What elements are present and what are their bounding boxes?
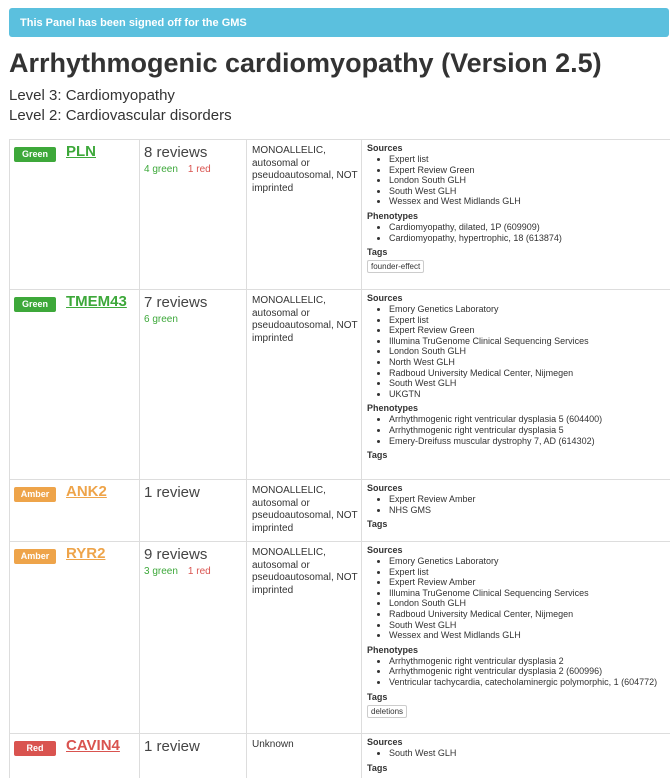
source-item: • NHS GMS <box>389 505 667 516</box>
column-divider <box>246 140 247 289</box>
source-item: • Emory Genetics Laboratory <box>389 556 667 567</box>
mode-of-inheritance: Unknown <box>252 739 294 750</box>
sources-list <box>367 748 667 759</box>
tags-heading: Tags <box>367 519 388 530</box>
column-divider <box>361 140 362 289</box>
source-item: • Wessex and West Midlands GLH <box>389 630 667 641</box>
phenotypes-list <box>367 656 667 688</box>
level-3-heading: Level 3: Cardiomyopathy <box>9 87 175 104</box>
gene-row <box>9 733 670 778</box>
source-item: • Expert Review Green <box>389 165 667 176</box>
rating-badge: Red <box>14 741 56 756</box>
column-divider <box>9 734 10 778</box>
phenotype-item: • Emery-Dreifuss muscular dystrophy 7, AD (614302) <box>389 436 667 447</box>
gene-row <box>9 289 670 479</box>
source-item: • Illumina TruGenome Clinical Sequencing Services <box>389 336 667 347</box>
gene-symbol-link[interactable]: CAVIN4 <box>66 737 120 754</box>
review-count: 1 review <box>144 484 200 501</box>
sources-heading: Sources <box>367 483 403 493</box>
page-title: Arrhythmogenic cardiomyopathy (Version 2.5) <box>9 48 602 78</box>
gene-details <box>367 737 667 774</box>
mode-of-inheritance: MONOALLELIC, autosomal or pseudoautosomal, NOT imprinted <box>252 485 358 534</box>
source-item: • Radboud University Medical Center, Nijmegen <box>389 609 667 620</box>
gene-symbol-link[interactable]: RYR2 <box>66 545 106 562</box>
sources-list <box>367 304 667 399</box>
gene-symbol-link[interactable]: ANK2 <box>66 483 107 500</box>
source-item: • London South GLH <box>389 175 667 186</box>
gene-row <box>9 541 670 733</box>
column-divider <box>139 542 140 733</box>
review-count: 7 reviews <box>144 294 208 311</box>
phenotypes-heading: Phenotypes <box>367 644 419 655</box>
source-item: • UKGTN <box>389 389 667 400</box>
tags-heading: Tags <box>367 691 388 702</box>
tag-chip[interactable]: founder-effect <box>367 260 424 273</box>
phenotype-item: • Arrhythmogenic right ventricular dysplasia 2 (600996) <box>389 666 667 677</box>
rating-badge: Green <box>14 297 56 312</box>
column-divider <box>246 290 247 479</box>
column-divider <box>9 290 10 479</box>
tags-heading: Tags <box>367 247 388 258</box>
rating-badge: Amber <box>14 549 56 564</box>
sources-heading: Sources <box>367 545 403 555</box>
sources-heading: Sources <box>367 737 403 747</box>
source-item: • London South GLH <box>389 346 667 357</box>
phenotype-item: • Arrhythmogenic right ventricular dysplasia 2 <box>389 656 667 667</box>
sources-list <box>367 154 667 207</box>
phenotypes-list <box>367 414 667 446</box>
phenotype-item: • Ventricular tachycardia, catecholaminergic polymorphic, 1 (604772) <box>389 677 667 688</box>
source-item: • Expert list <box>389 315 667 326</box>
review-count: 9 reviews <box>144 546 208 563</box>
phenotype-item: • Arrhythmogenic right ventricular dysplasia 5 (604400) <box>389 414 667 425</box>
level-2-heading: Level 2: Cardiovascular disorders <box>9 107 232 124</box>
tag-chip[interactable]: deletions <box>367 705 407 718</box>
source-item: • South West GLH <box>389 620 667 631</box>
gene-details <box>367 483 667 530</box>
column-divider <box>139 290 140 479</box>
gene-details <box>367 293 667 461</box>
review-breakdown <box>144 566 211 577</box>
source-item: • Emory Genetics Laboratory <box>389 304 667 315</box>
source-item: • Expert list <box>389 567 667 578</box>
column-divider <box>139 140 140 289</box>
review-breakdown <box>144 314 188 325</box>
mode-of-inheritance: MONOALLELIC, autosomal or pseudoautosomal, NOT imprinted <box>252 145 358 194</box>
phenotypes-list <box>367 222 667 243</box>
source-item: • Illumina TruGenome Clinical Sequencing Services <box>389 588 667 599</box>
column-divider <box>139 734 140 778</box>
tags-list <box>367 705 667 719</box>
phenotype-item: • Cardiomyopathy, hypertrophic, 18 (613874) <box>389 233 667 244</box>
red-review-count: 1 red <box>187 164 211 175</box>
source-item: • Expert Review Amber <box>389 577 667 588</box>
tags-list <box>367 260 667 274</box>
column-divider <box>361 290 362 479</box>
review-count: 8 reviews <box>144 144 208 161</box>
column-divider <box>361 734 362 778</box>
gene-symbol-link[interactable]: PLN <box>66 143 96 160</box>
mode-of-inheritance: MONOALLELIC, autosomal or pseudoautosomal, NOT imprinted <box>252 547 358 596</box>
green-review-count: 6 green <box>144 314 178 325</box>
source-item: • South West GLH <box>389 378 667 389</box>
gene-table <box>9 139 670 778</box>
rating-badge: Amber <box>14 487 56 502</box>
source-item: • Radboud University Medical Center, Nijmegen <box>389 368 667 379</box>
column-divider <box>9 480 10 541</box>
column-divider <box>246 542 247 733</box>
gene-row <box>9 479 670 541</box>
source-item: • London South GLH <box>389 598 667 609</box>
gene-row <box>9 139 670 289</box>
tags-heading: Tags <box>367 762 388 773</box>
rating-badge: Green <box>14 147 56 162</box>
sources-list <box>367 494 667 515</box>
phenotypes-heading: Phenotypes <box>367 210 419 221</box>
mode-of-inheritance: MONOALLELIC, autosomal or pseudoautosomal, NOT imprinted <box>252 295 358 344</box>
sources-heading: Sources <box>367 293 403 303</box>
column-divider <box>246 480 247 541</box>
column-divider <box>139 480 140 541</box>
review-count: 1 review <box>144 738 200 755</box>
green-review-count: 4 green <box>144 164 178 175</box>
column-divider <box>9 140 10 289</box>
phenotypes-heading: Phenotypes <box>367 403 419 414</box>
source-item: • Expert list <box>389 154 667 165</box>
tags-heading: Tags <box>367 450 388 461</box>
signed-off-alert: This Panel has been signed off for the GMS <box>9 8 669 37</box>
source-item: • Wessex and West Midlands GLH <box>389 196 667 207</box>
column-divider <box>361 480 362 541</box>
column-divider <box>9 542 10 733</box>
source-item: • Expert Review Green <box>389 325 667 336</box>
gene-details <box>367 545 667 719</box>
sources-heading: Sources <box>367 143 403 153</box>
phenotype-item: • Cardiomyopathy, dilated, 1P (609909) <box>389 222 667 233</box>
source-item: • North West GLH <box>389 357 667 368</box>
review-breakdown <box>144 164 211 175</box>
sources-list <box>367 556 667 641</box>
phenotype-item: • Arrhythmogenic right ventricular dysplasia 5 <box>389 425 667 436</box>
red-review-count: 1 red <box>187 566 211 577</box>
source-item: • Expert Review Amber <box>389 494 667 505</box>
source-item: • South West GLH <box>389 186 667 197</box>
column-divider <box>361 542 362 733</box>
gene-symbol-link[interactable]: TMEM43 <box>66 293 127 310</box>
gene-details <box>367 143 667 274</box>
column-divider <box>246 734 247 778</box>
source-item: • South West GLH <box>389 748 667 759</box>
green-review-count: 3 green <box>144 566 178 577</box>
